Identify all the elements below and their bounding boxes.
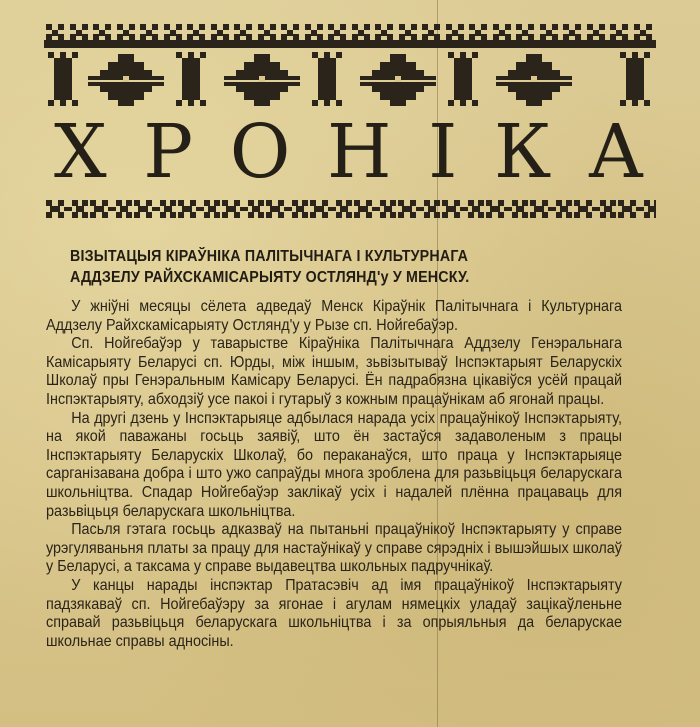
section-title xyxy=(44,109,656,195)
paragraph: У жніўні месяцы сёлета адведаў Менск Кіраўнік Палітычнага і Культурнага Аддзелу Райхскамісарыяту Остлянд'у у Рызе сп. Нойгебаўэр. xyxy=(46,298,622,334)
folk-embroidery-band-ornament-icon xyxy=(44,52,656,108)
cross-stitch-strip-ornament-icon xyxy=(44,198,656,220)
title-letter: А xyxy=(587,109,646,195)
paragraph: Сп. Нойгебаўэр у таварыстве Кіраўніка Палітычнага Аддзелу Генэральнага Камісарыяту Беларусі сп. Юрды, між іншым, зьвізытываў Інспэктарыят Беларускіх Школаў пры Генэральным Камісару Беларусі. Ён падрабязна цікавіўся усёй працай Інспэктарыяту, абходзіў усе пакоі і гутарыў з кожным працаўнікам аб ягонай працы. xyxy=(46,335,622,408)
paragraph: У канцы нарады інспэктар Пратасэвіч ад імя працаўнікоў Інспэктарыяту падзякаваў сп. Нойгебаўэру за ягонае і агулам нямецкіх уладаў зацікаўленьне справай разьвіцьця беларускага школьніцтва і за опрыяльныя да беларускае школьнае справы адносіны. xyxy=(46,576,622,650)
title-letter: Н xyxy=(326,109,394,195)
title-letter: Х xyxy=(54,109,109,195)
headline-line-1: ВІЗЫТАЦЫЯ КІРАЎНІКА ПАЛІТЫЧНАГА І КУЛЬТУРНАГА xyxy=(70,248,469,265)
cross-stitch-strip-ornament-icon xyxy=(44,22,656,48)
article-headline xyxy=(70,246,622,288)
title-letter: І xyxy=(428,109,460,195)
paragraph: На другі дзень у Інспэктарыяце адбылася нарада усіх працаўнікоў Інспэктарыяту, на якой паважаны госьць заявіў, што ён застаўся задаволеным з працы Інспэктарыяту Беларускіх Школаў, бо пераканаўся, што праца у Інспэктарыяце сарганізавана добра і што ужо сапраўды многа зроблена для разьвіцьця беларускага школьніцтва. Спадар Нойгебаўэр заклікаў усіх і надалей плённа працаваць для разьвіцьця беларускага школьніцтва. xyxy=(46,409,622,520)
title-letter: О xyxy=(229,109,293,195)
title-letter: К xyxy=(493,109,554,195)
title-letter: Р xyxy=(143,109,196,195)
paragraph: Пасьля гэтага госьць адказваў на пытаньні працаўнікоў Інспэктарыяту у справе урэгуляваньня платы за працу для настаўнікаў у справе сярэдніх і вышэйшых школаў у Беларусі, а таксама у справе выдавецтва школьных падручнікаў. xyxy=(46,521,622,576)
article-body xyxy=(46,298,622,651)
headline-line-2: АДДЗЕЛУ РАЙХСКАМІСАРЫЯТУ ОСТЛЯНД'у У МЕНСКУ. xyxy=(70,269,470,286)
